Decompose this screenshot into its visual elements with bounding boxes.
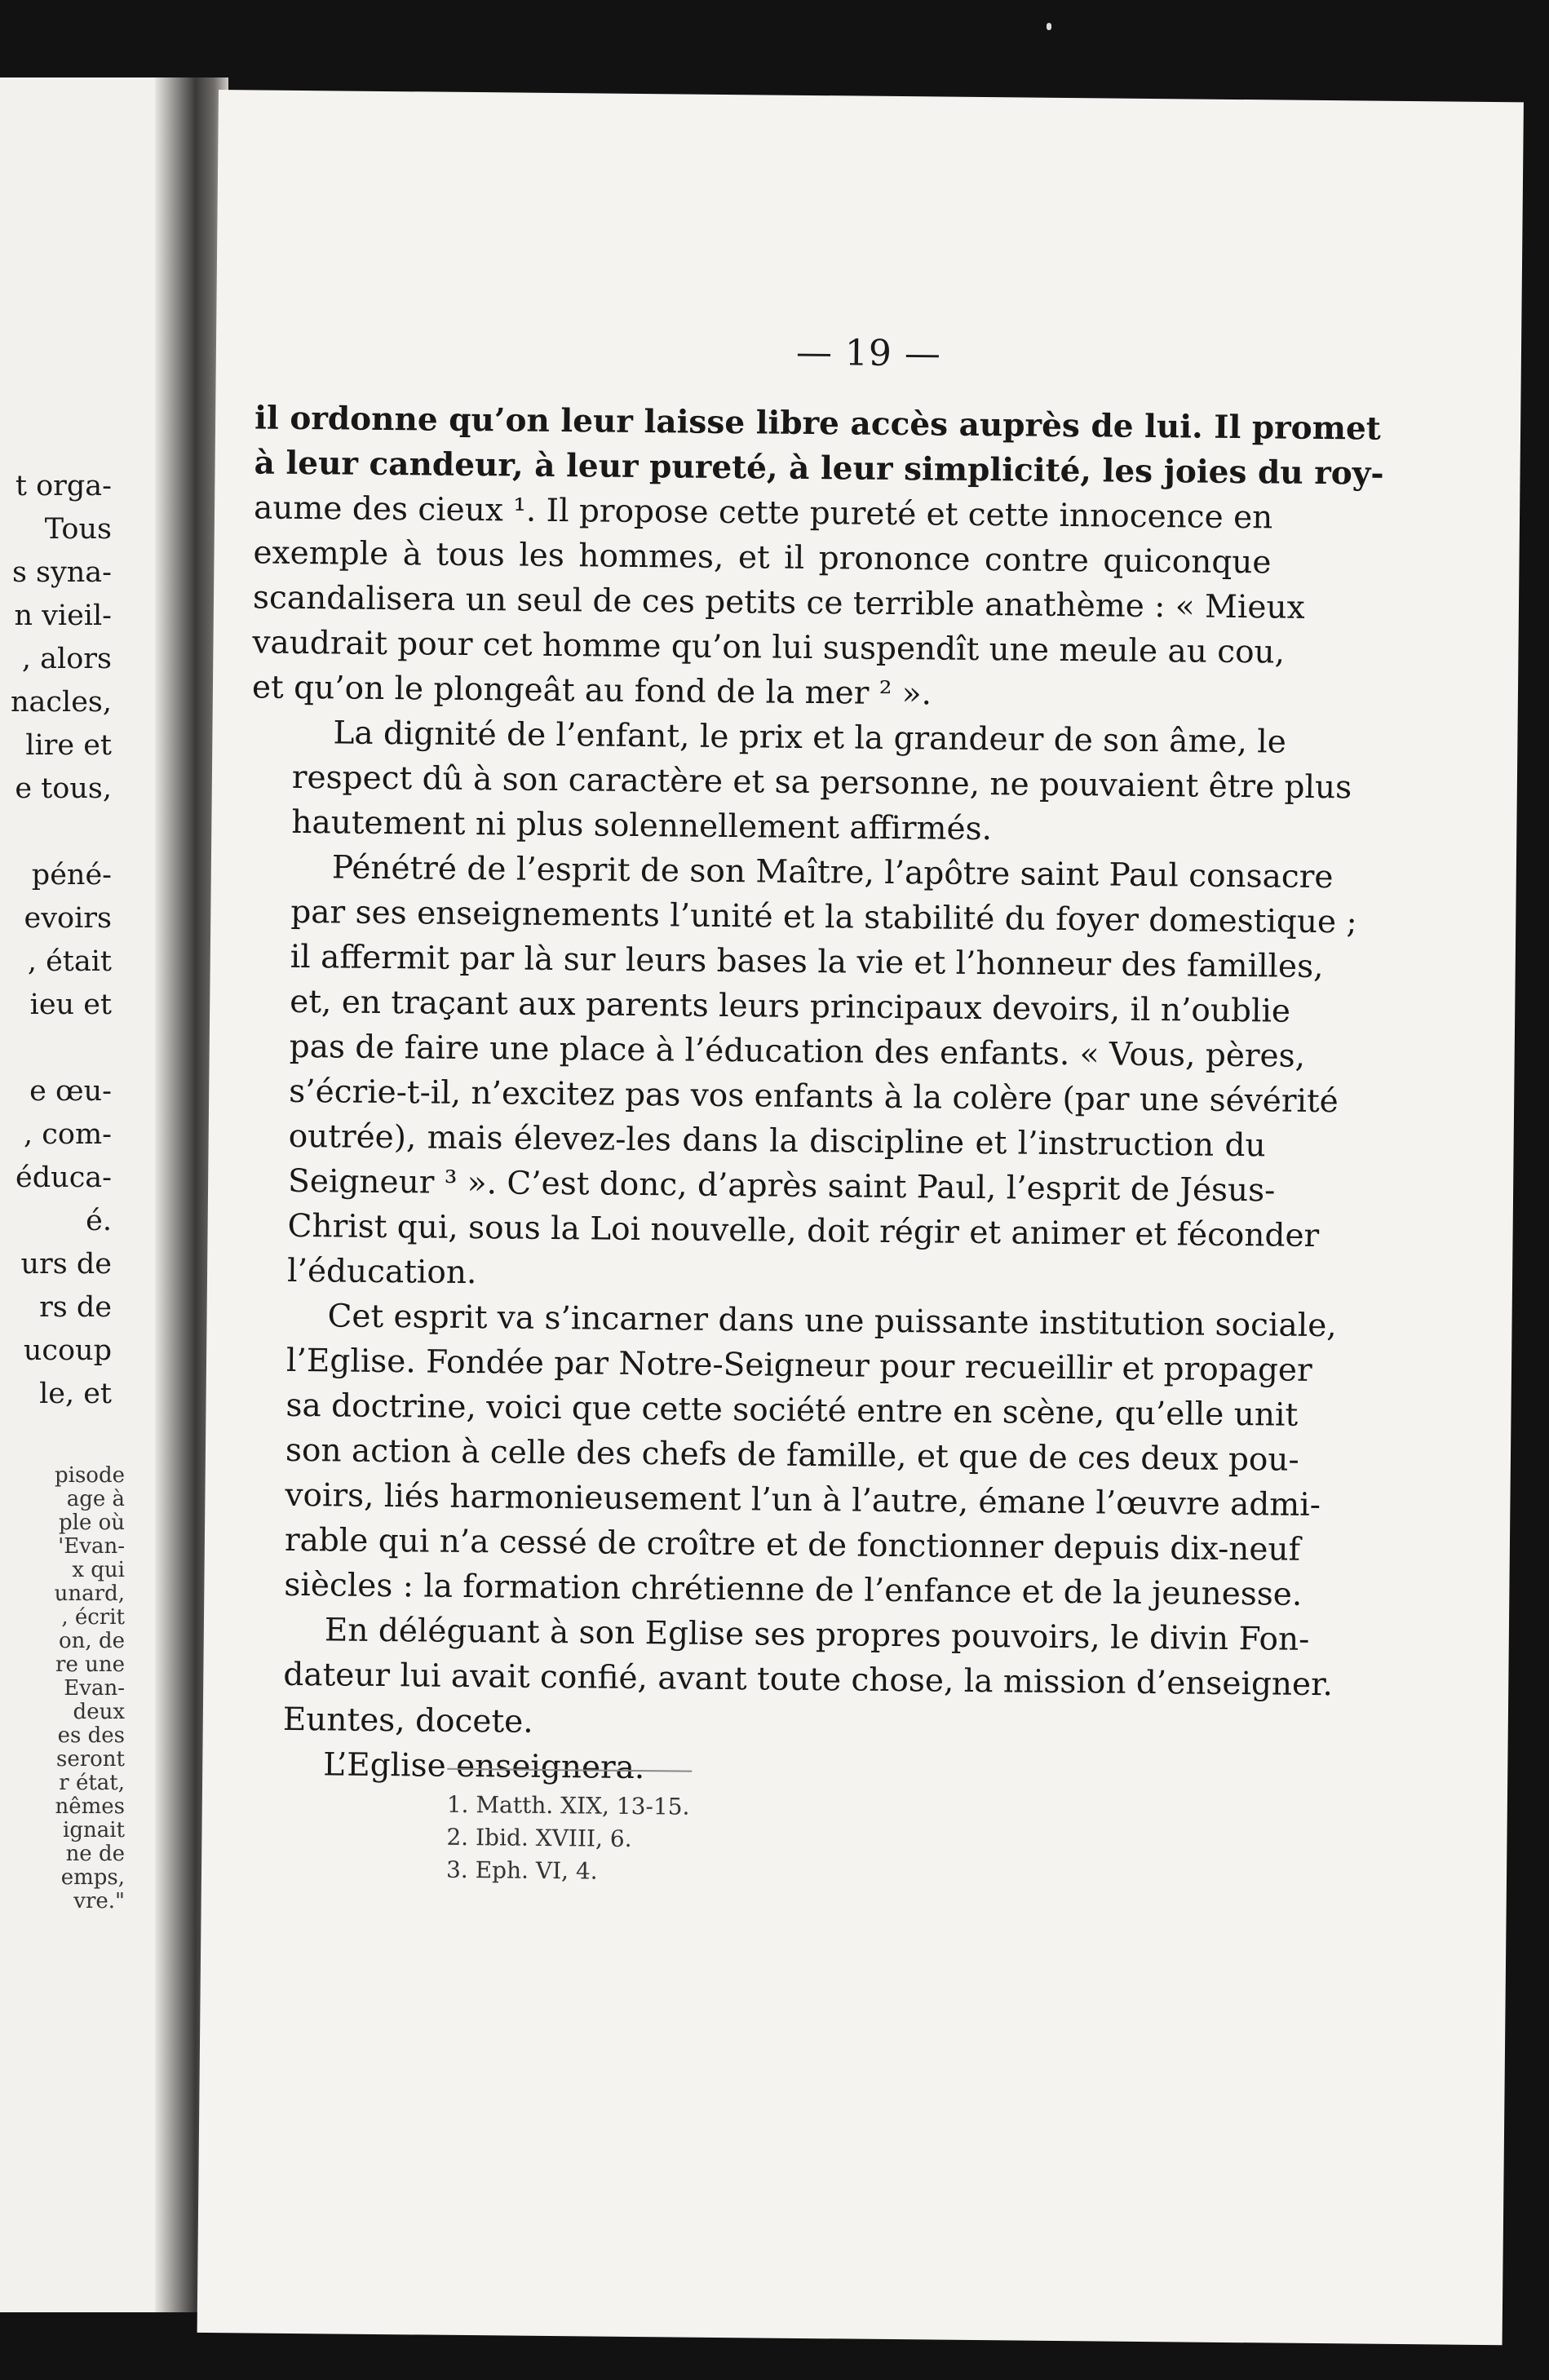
text-line: il ordonne qu’on leur laisse libre accès auprès de lui. Il promet	[254, 399, 1382, 448]
text-line: voirs, liés harmonieusement l’un à l’autre, émane l’œuvre admi-	[285, 1476, 1321, 1524]
text-line: exemple à tous les hommes, et il prononce contre quiconque	[253, 534, 1272, 582]
left-page-line: péné-	[31, 859, 112, 891]
left-facing-page	[0, 77, 175, 2312]
left-page-note-line: 'Evan-	[58, 1534, 125, 1559]
text-line: respect dû à son caractère et sa personne, ne pouvaient être plus	[291, 759, 1352, 807]
text-line: Christ qui, sous la Loi nouvelle, doit régir et animer et féconder	[287, 1207, 1320, 1255]
page-number: — 19 —	[795, 331, 942, 375]
text-line: hautement ni plus solennellement affirmés.	[291, 803, 993, 848]
left-page-note-line: r état,	[59, 1771, 125, 1795]
paragraph	[243, 1293, 1337, 1617]
left-page-note-line: ple où	[58, 1511, 125, 1535]
footnotes	[446, 1789, 690, 1889]
text-line: rable qui n’a cessé de croître et de fonctionner depuis dix-neuf	[284, 1521, 1301, 1568]
left-page-line: Tous	[44, 513, 112, 546]
text-line: l’éducation.	[286, 1252, 477, 1292]
left-page-line: nacles,	[10, 686, 112, 719]
left-page-line: evoirs	[24, 902, 112, 935]
text-line: dateur lui avait confié, avant toute chose, la mission d’enseigner.	[283, 1656, 1334, 1704]
footnote: 1. Matth. XIX, 13-15.	[446, 1790, 690, 1820]
left-page-main-text	[0, 465, 175, 1416]
left-page-note-line: deux	[73, 1700, 125, 1724]
text-line: et, en traçant aux parents leurs principaux devoirs, il n’oublie	[290, 983, 1291, 1030]
text-line: par ses enseignements l’unité et la stabilité du foyer domestique ;	[290, 893, 1357, 941]
paragraph	[241, 1741, 1259, 1796]
book-page	[197, 90, 1524, 2345]
left-page-line: ieu et	[29, 989, 112, 1021]
text-line: à leur candeur, à leur pureté, à leur simplicité, les joies du roy-	[254, 444, 1384, 493]
text-line: L’Eglise enseignera.	[323, 1746, 645, 1787]
footnote: 2. Ibid. XVIII, 6.	[446, 1823, 632, 1852]
left-page-gap	[0, 811, 175, 854]
left-page-line: , était	[27, 945, 112, 978]
left-page-line: rs de	[39, 1291, 112, 1324]
text-line: aume des cieux ¹. Il propose cette pureté et cette innocence en	[253, 489, 1273, 537]
left-page-footnote-text	[0, 1464, 175, 1913]
left-page-note-line: x qui	[72, 1558, 125, 1582]
footnote: 3. Eph. VI, 4.	[445, 1856, 598, 1885]
text-line: La dignité de l’enfant, le prix et la grandeur de son âme, le	[333, 714, 1287, 761]
text-line: outrée), mais élevez-les dans la discipline et l’instruction du	[288, 1117, 1266, 1165]
text-line: l’Eglise. Fondée par Notre-Seigneur pour recueillir et propager	[285, 1342, 1312, 1389]
left-page-line: ucoup	[23, 1334, 112, 1367]
paragraph	[242, 1607, 1334, 1751]
left-page-line: éduca-	[15, 1161, 112, 1194]
left-page-note-line: es des	[57, 1723, 125, 1748]
left-page-note-line: emps,	[60, 1865, 125, 1890]
paragraph	[251, 396, 1384, 719]
left-page-note-line: re une	[55, 1652, 125, 1677]
text-line: pas de faire une place à l’éducation des enfants. « Vous, pères,	[289, 1028, 1306, 1075]
text-line: scandalisera un seul de ces petits ce terrible anathème : « Mieux	[252, 579, 1305, 626]
text-line: En déléguant à son Eglise ses propres pouvoirs, le divin Fon-	[324, 1612, 1310, 1658]
left-page-note-line: unard,	[54, 1582, 125, 1606]
left-page-line: , com-	[24, 1118, 112, 1151]
left-page-note-line: pisode	[55, 1463, 125, 1488]
left-page-note-line: seront	[55, 1747, 125, 1772]
left-page-note-line: ignait	[63, 1818, 125, 1843]
left-page-note-line: Evan-	[64, 1676, 125, 1701]
paragraph	[246, 844, 1357, 1303]
ink-speck	[1047, 23, 1051, 30]
left-page-line: , alors	[21, 643, 112, 675]
text-line: Seigneur ³ ». C’est donc, d’après saint Paul, l’esprit de Jésus-	[287, 1162, 1276, 1210]
paragraph	[250, 710, 1352, 854]
text-line: Pénétré de l’esprit de son Maître, l’apôtre saint Paul consacre	[331, 849, 1334, 896]
left-page-line: e œu-	[29, 1075, 112, 1108]
left-page-line: lire et	[25, 729, 112, 762]
text-line: Cet esprit va s’incarner dans une puissante institution sociale,	[327, 1298, 1337, 1345]
text-line: siècles : la formation chrétienne de l’enfance et de la jeunesse.	[284, 1566, 1303, 1613]
left-page-line: urs de	[20, 1248, 112, 1281]
text-line: sa doctrine, voici que cette société entre en scène, qu’elle unit	[285, 1387, 1299, 1434]
left-page-line: é.	[86, 1205, 112, 1237]
text-line: vaudrait pour cet homme qu’on lui suspendît une meule au cou,	[252, 624, 1286, 671]
left-page-note-line: ne de	[65, 1842, 125, 1866]
body-text	[241, 396, 1384, 1796]
left-page-note-line: vre."	[73, 1889, 125, 1913]
left-page-line: e tous,	[15, 772, 112, 805]
left-page-line: t orga-	[15, 470, 112, 502]
left-page-line: n vieil-	[14, 599, 112, 632]
text-line: Euntes, docete.	[282, 1701, 533, 1741]
left-page-line: s syna-	[11, 556, 112, 589]
text-line: son action à celle des chefs de famille, et que de ces deux pou-	[285, 1431, 1299, 1479]
left-page-note-line: , écrit	[61, 1605, 125, 1630]
text-line: il affermit par là sur leurs bases la vie et l’honneur des familles,	[290, 938, 1324, 986]
text-line: s’écrie-t-il, n’excitez pas vos enfants à la colère (par une sévérité	[288, 1073, 1339, 1121]
left-page-line: le, et	[39, 1378, 112, 1410]
text-line: et qu’on le plongeât au fond de la mer ² ».	[251, 669, 932, 713]
left-page-note-line: nêmes	[55, 1794, 125, 1819]
left-page-note-line: on, de	[59, 1629, 125, 1653]
left-page-gap	[0, 1027, 175, 1070]
left-page-note-line: age à	[66, 1487, 125, 1511]
